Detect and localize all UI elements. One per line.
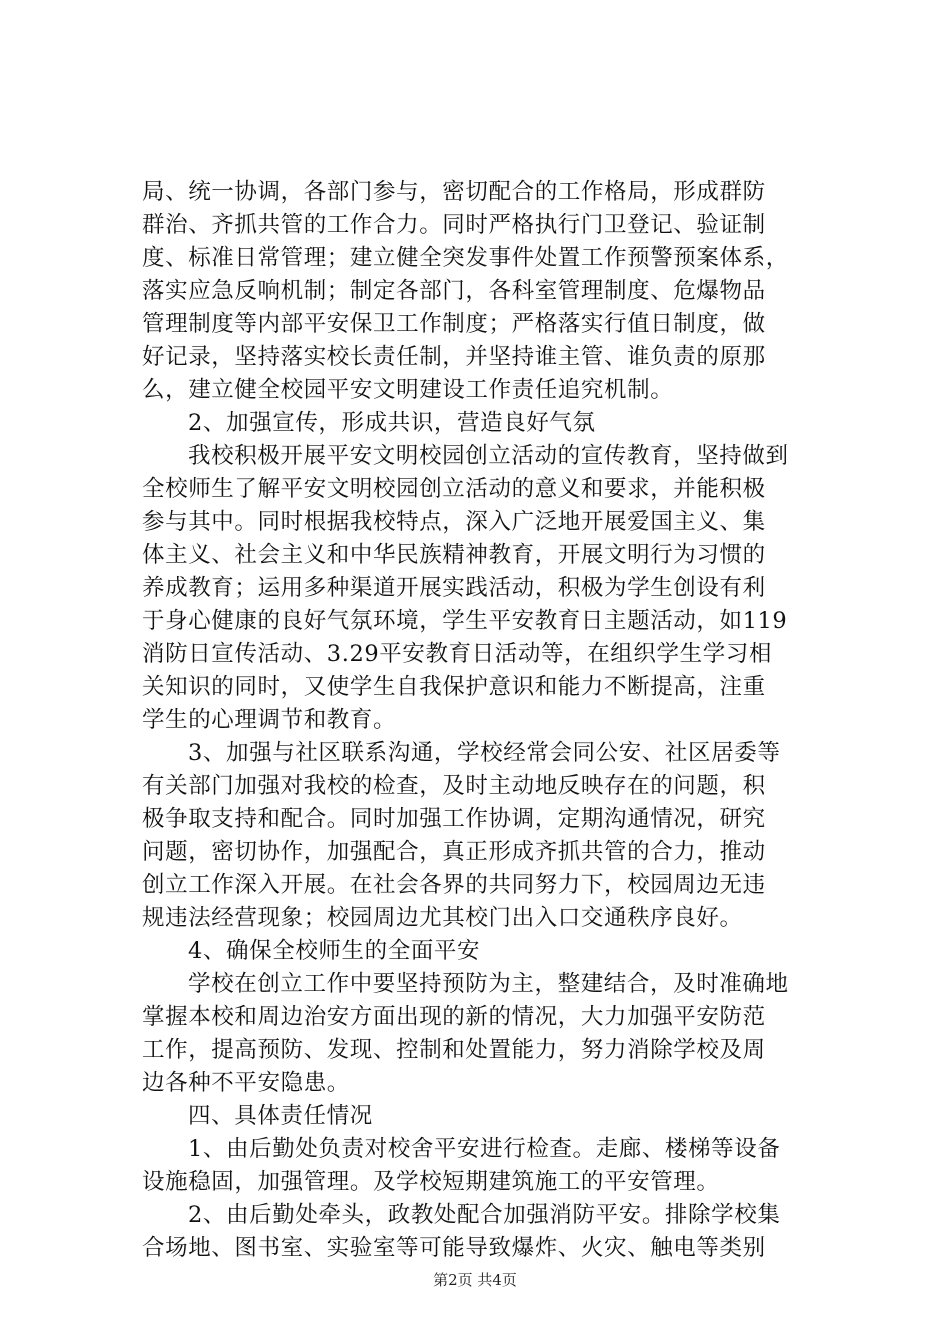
text-line: 边各种不平安隐患。 xyxy=(142,1070,350,1096)
text-line: 参与其中。同时根据我校特点，深入广泛地开展爱国主义、集 xyxy=(142,509,766,535)
text-line: 问题，密切协作，加强配合，真正形成齐抓共管的合力，推动 xyxy=(142,839,766,865)
text-line: 规违法经营现象；校园周边尤其校门出入口交通秩序良好。 xyxy=(142,905,743,931)
text-line: 关知识的同时，又使学生自我保护意识和能力不断提高，注重 xyxy=(142,674,766,700)
text-line: 我校积极开展平安文明校园创立活动的宣传教育，坚持做到 xyxy=(188,443,789,469)
text-line: 群治、齐抓共管的工作合力。同时严格执行门卫登记、验证制 xyxy=(142,212,766,238)
text-line: 好记录，坚持落实校长责任制，并坚持谁主管、谁负责的原那 xyxy=(142,344,766,370)
text-line: 1、由后勤处负责对校舍平安进行检查。走廊、楼梯等设备 xyxy=(188,1136,781,1162)
document-body xyxy=(142,176,832,1265)
text-line: 么，建立健全校园平安文明建设工作责任追究机制。 xyxy=(142,377,674,403)
text-line: 有关部门加强对我校的检查，及时主动地反映存在的问题，积 xyxy=(142,773,766,799)
text-line: 2、加强宣传，形成共识，营造良好气氛 xyxy=(188,410,596,436)
text-line: 体主义、社会主义和中华民族精神教育，开展文明行为习惯的 xyxy=(142,542,766,568)
text-line: 工作，提高预防、发现、控制和处置能力，努力消除学校及周 xyxy=(142,1037,766,1063)
text-line: 设施稳固，加强管理。及学校短期建筑施工的平安管理。 xyxy=(142,1169,720,1195)
text-line: 消防日宣传活动、3.29平安教育日活动等，在组织学生学习相 xyxy=(142,641,772,667)
text-line: 度、标准日常管理；建立健全突发事件处置工作预警预案体系， xyxy=(142,245,789,271)
page-footer: 第2页 共4页 xyxy=(433,1271,517,1289)
text-line: 合场地、图书室、实验室等可能导致爆炸、火灾、触电等类别 xyxy=(142,1235,766,1261)
text-line: 落实应急反响机制；制定各部门，各科室管理制度、危爆物品 xyxy=(142,278,766,304)
text-line: 4、确保全校师生的全面平安 xyxy=(188,938,481,964)
text-line: 全校师生了解平安文明校园创立活动的意义和要求，并能积极 xyxy=(142,476,766,502)
text-line: 3、加强与社区联系沟通，学校经常会同公安、社区居委等 xyxy=(188,740,781,766)
text-line: 管理制度等内部平安保卫工作制度；严格落实行值日制度，做 xyxy=(142,311,766,337)
text-line: 学生的心理调节和教育。 xyxy=(142,707,397,733)
text-line: 2、由后勤处牵头，政教处配合加强消防平安。排除学校集 xyxy=(188,1202,781,1228)
text-line: 局、统一协调，各部门参与，密切配合的工作格局，形成群防 xyxy=(142,179,766,205)
text-line: 四、具体责任情况 xyxy=(188,1103,373,1129)
text-line: 学校在创立工作中要坚持预防为主，整建结合，及时准确地 xyxy=(188,971,789,997)
text-line: 掌握本校和周边治安方面出现的新的情况，大力加强平安防范 xyxy=(142,1004,766,1030)
text-line: 养成教育；运用多种渠道开展实践活动，积极为学生创设有利 xyxy=(142,575,766,601)
text-line: 创立工作深入开展。在社会各界的共同努力下，校园周边无违 xyxy=(142,872,766,898)
text-line: 极争取支持和配合。同时加强工作协调，定期沟通情况，研究 xyxy=(142,806,766,832)
text-line: 于身心健康的良好气氛环境，学生平安教育日主题活动，如119 xyxy=(142,608,788,634)
